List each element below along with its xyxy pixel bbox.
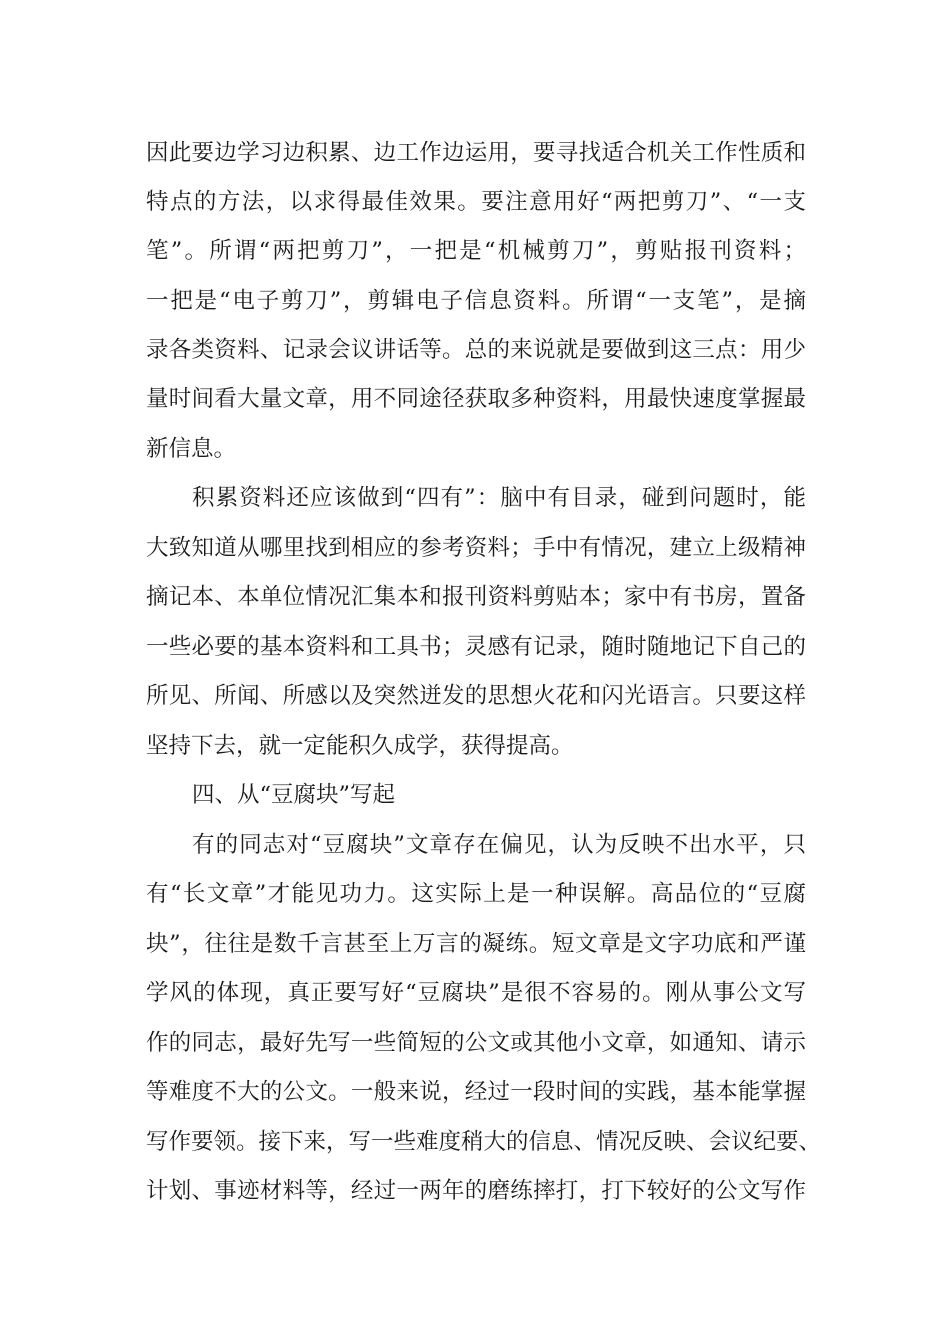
paragraph-3-line-5: 作的同志，最好先写一些简短的公文或其他小文章，如通知、请示 bbox=[146, 1030, 806, 1056]
paragraph-3-line-7: 写作要领。接下来，写一些难度稍大的信息、情况反映、会议纪要、 bbox=[146, 1129, 822, 1155]
paragraph-3-line-1: 有的同志对“豆腐块”文章存在偏见，认为反映不出水平，只 bbox=[192, 832, 806, 858]
paragraph-1-line-3: 笔”。所谓“两把剪刀”，一把是“机械剪刀”，剪贴报刊资料； bbox=[146, 238, 806, 264]
paragraph-3-line-6: 等难度不大的公文。一般来说，经过一段时间的实践，基本能掌握 bbox=[146, 1079, 806, 1105]
paragraph-2-line-4: 一些必要的基本资料和工具书；灵感有记录，随时随地记下自己的 bbox=[146, 634, 806, 660]
paragraph-3-line-8: 计划、事迹材料等，经过一两年的磨练摔打，打下较好的公文写作 bbox=[146, 1178, 806, 1204]
paragraph-1-line-7: 新信息。 bbox=[146, 436, 237, 462]
paragraph-1-line-5: 录各类资料、记录会议讲话等。总的来说就是要做到这三点：用少 bbox=[146, 337, 806, 363]
paragraph-1-line-2: 特点的方法，以求得最佳效果。要注意用好“两把剪刀”、“一支 bbox=[146, 189, 806, 215]
paragraph-2-line-2: 大致知道从哪里找到相应的参考资料；手中有情况，建立上级精神 bbox=[146, 535, 806, 561]
paragraph-1-line-6: 量时间看大量文章，用不同途径获取多种资料，用最快速度掌握最 bbox=[146, 386, 806, 412]
paragraph-3-line-3: 块”，往往是数千言甚至上万言的凝练。短文章是文字功底和严谨 bbox=[146, 931, 806, 957]
paragraph-3-line-4: 学风的体现，真正要写好“豆腐块”是很不容易的。刚从事公文写 bbox=[146, 980, 806, 1006]
paragraph-2-line-6: 坚持下去，就一定能积久成学，获得提高。 bbox=[146, 733, 574, 759]
paragraph-2-line-5: 所见、所闻、所感以及突然迸发的思想火花和闪光语言。只要这样 bbox=[146, 683, 806, 709]
paragraph-1-line-4: 一把是“电子剪刀”，剪辑电子信息资料。所谓“一支笔”，是摘 bbox=[146, 288, 806, 314]
paragraph-2-line-1: 积累资料还应该做到“四有”：脑中有目录，碰到问题时，能 bbox=[192, 485, 806, 511]
section-heading: 四、从“豆腐块”写起 bbox=[192, 782, 396, 808]
paragraph-3-line-2: 有“长文章”才能见功力。这实际上是一种误解。高品位的“豆腐 bbox=[146, 881, 806, 907]
paragraph-2-line-3: 摘记本、本单位情况汇集本和报刊资料剪贴本；家中有书房，置备 bbox=[146, 584, 806, 610]
paragraph-1-line-1: 因此要边学习边积累、边工作边运用，要寻找适合机关工作性质和 bbox=[146, 140, 806, 166]
